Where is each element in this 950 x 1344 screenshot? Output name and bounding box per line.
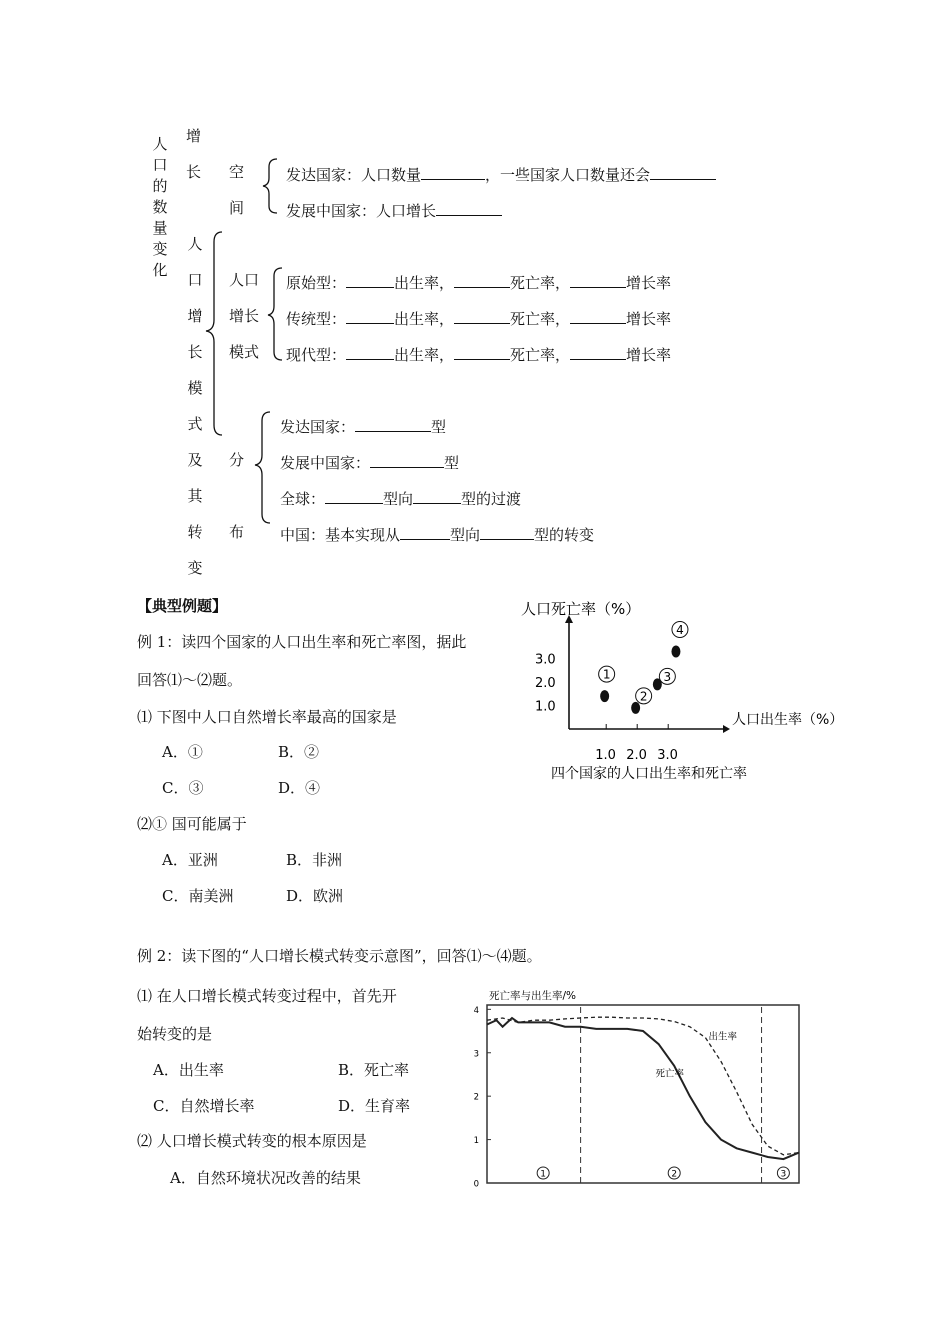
dist-row-developed: 发达国家： 型 <box>280 418 447 436</box>
y-tick-label: 3.0 <box>535 652 556 668</box>
example1-q1: ⑴ 下图中人口自然增长率最高的国家是 <box>137 708 397 726</box>
fill-blank[interactable] <box>346 273 394 288</box>
chart-title: 死亡率与出生率/% <box>489 990 577 1002</box>
data-point <box>600 690 609 702</box>
example2-q2: ⑵ 人口增长模式转变的根本原因是 <box>137 1132 367 1150</box>
option[interactable]: D．欧洲 <box>286 887 344 905</box>
model-title-char: 长 <box>187 343 203 361</box>
y-tick-label: 3 <box>473 1049 479 1060</box>
model-row-primitive: 原始型： 出生率， 死亡率， 增长率 <box>286 274 672 292</box>
option[interactable]: D．生育率 <box>338 1097 411 1115</box>
point-label: 3 <box>663 669 672 684</box>
example1-q2: ⑵① 国可能属于 <box>137 815 247 833</box>
models-label: 模式 <box>229 343 260 361</box>
outline-brackets <box>0 0 950 600</box>
y-tick-label: 1.0 <box>535 699 556 715</box>
model-title-char: 转 <box>187 523 203 541</box>
main-title-char: 口 <box>152 156 168 174</box>
model-title-char: 增 <box>187 307 203 325</box>
option[interactable]: C．自然增长率 <box>153 1097 255 1115</box>
example1-intro: 回答⑴～⑵题。 <box>137 671 243 689</box>
model-vertical-title <box>186 237 204 597</box>
example1-intro: 例 1：读四个国家的人口出生率和死亡率图，据此 <box>137 633 467 651</box>
data-point <box>631 702 640 714</box>
model-title-char: 其 <box>187 487 203 505</box>
x-tick-label: 3.0 <box>657 748 678 763</box>
model-title-char: 变 <box>187 559 203 577</box>
models-label: 增长 <box>229 307 260 325</box>
y-axis-label: 人口死亡率（%） <box>521 600 641 618</box>
scatter-chart <box>515 596 855 786</box>
fill-blank[interactable] <box>413 489 461 504</box>
brace-space <box>263 159 277 213</box>
option[interactable]: C．③ <box>162 779 204 797</box>
fill-blank[interactable] <box>454 309 510 324</box>
birth-rate-line <box>487 1017 799 1155</box>
fill-blank[interactable] <box>421 165 485 180</box>
space-header-char: 增 <box>186 127 202 145</box>
option[interactable]: C．南美洲 <box>162 887 234 905</box>
space-header-char: 间 <box>229 199 245 217</box>
space-row-developed: 发达国家：人口数量 ，一些国家人口数量还会 <box>286 165 716 183</box>
space-header-char: 长 <box>186 163 202 181</box>
dist-label: 分 <box>229 451 245 469</box>
y-tick-label: 2 <box>473 1092 479 1103</box>
fill-blank[interactable] <box>400 525 450 540</box>
series-label-death: 死亡率 <box>655 1068 684 1080</box>
main-title-char: 量 <box>152 219 168 237</box>
data-point <box>671 645 680 657</box>
fill-blank[interactable] <box>570 273 626 288</box>
brace-dist <box>255 412 270 523</box>
model-title-char: 口 <box>187 271 203 289</box>
stage-label: 1 <box>540 1169 547 1180</box>
example2-q1: 始转变的是 <box>137 1025 213 1043</box>
main-title-char: 人 <box>152 135 168 153</box>
brace-models <box>268 268 282 360</box>
space-header-char: 空 <box>229 163 245 181</box>
main-title-char: 数 <box>152 198 168 216</box>
point-label: 2 <box>639 689 648 704</box>
example2-intro: 例 2：读下图的“人口增长模式转变示意图”，回答⑴～⑷题。 <box>137 947 542 965</box>
x-tick-label: 1.0 <box>595 748 616 763</box>
y-tick-label: 2.0 <box>535 676 556 691</box>
fill-blank[interactable] <box>454 273 510 288</box>
option[interactable]: A．自然环境状况改善的结果 <box>170 1169 361 1187</box>
model-title-char: 人 <box>187 235 203 253</box>
chart-caption: 四个国家的人口出生率和死亡率 <box>551 766 747 782</box>
fill-blank[interactable] <box>325 489 383 504</box>
example2-q1: ⑴ 在人口增长模式转变过程中，首先开 <box>137 987 397 1005</box>
series-label-birth: 出生率 <box>708 1031 738 1043</box>
dist-row-china: 中国：基本实现从 型向 型的转变 <box>280 526 595 544</box>
y-tick-label: 0 <box>473 1179 479 1190</box>
brace-model <box>206 232 222 435</box>
point-label: 4 <box>676 622 684 637</box>
dist-label: 布 <box>229 523 245 541</box>
option[interactable]: A．① <box>162 743 203 761</box>
model-title-char: 模 <box>187 379 203 397</box>
option[interactable]: B．② <box>278 743 320 761</box>
option[interactable]: B．死亡率 <box>338 1061 410 1079</box>
option[interactable]: A．亚洲 <box>162 851 218 869</box>
transition-chart <box>465 985 809 1195</box>
fill-blank[interactable] <box>650 165 716 180</box>
model-row-traditional: 传统型： 出生率， 死亡率， 增长率 <box>286 310 672 328</box>
main-title-char: 的 <box>152 177 168 195</box>
option[interactable]: D．④ <box>278 779 321 797</box>
fill-blank[interactable] <box>570 309 626 324</box>
models-label: 人口 <box>229 271 260 289</box>
stage-label: 2 <box>671 1169 678 1180</box>
fill-blank[interactable] <box>480 525 534 540</box>
dist-row-developing: 发展中国家： 型 <box>280 454 460 472</box>
option[interactable]: B．非洲 <box>286 851 343 869</box>
fill-blank[interactable] <box>570 345 626 360</box>
fill-blank[interactable] <box>370 453 444 468</box>
fill-blank[interactable] <box>436 201 502 216</box>
model-title-char: 及 <box>187 451 203 469</box>
death-rate-line <box>487 1018 799 1159</box>
main-title-char: 变 <box>152 240 168 258</box>
y-tick-label: 1 <box>473 1136 479 1147</box>
model-row-modern: 现代型： 出生率， 死亡率， 增长率 <box>286 346 672 364</box>
fill-blank[interactable] <box>346 345 394 360</box>
x-axis-arrow <box>723 725 730 733</box>
x-tick-label: 2.0 <box>626 748 647 763</box>
fill-blank[interactable] <box>454 345 510 360</box>
section-title: 【典型例题】 <box>137 597 228 615</box>
stage-label: 3 <box>780 1169 787 1180</box>
y-tick-label: 4 <box>473 1005 479 1016</box>
option[interactable]: A．出生率 <box>153 1061 224 1079</box>
x-axis-label: 人口出生率（%） <box>732 712 844 728</box>
model-title-char: 式 <box>187 415 203 433</box>
space-row-developing: 发展中国家：人口增长 <box>286 201 502 219</box>
fill-blank[interactable] <box>346 309 394 324</box>
point-label: 1 <box>602 667 611 682</box>
fill-blank[interactable] <box>355 417 431 432</box>
dist-row-global: 全球： 型向 型的过渡 <box>280 490 522 508</box>
main-title-char: 化 <box>152 261 168 279</box>
